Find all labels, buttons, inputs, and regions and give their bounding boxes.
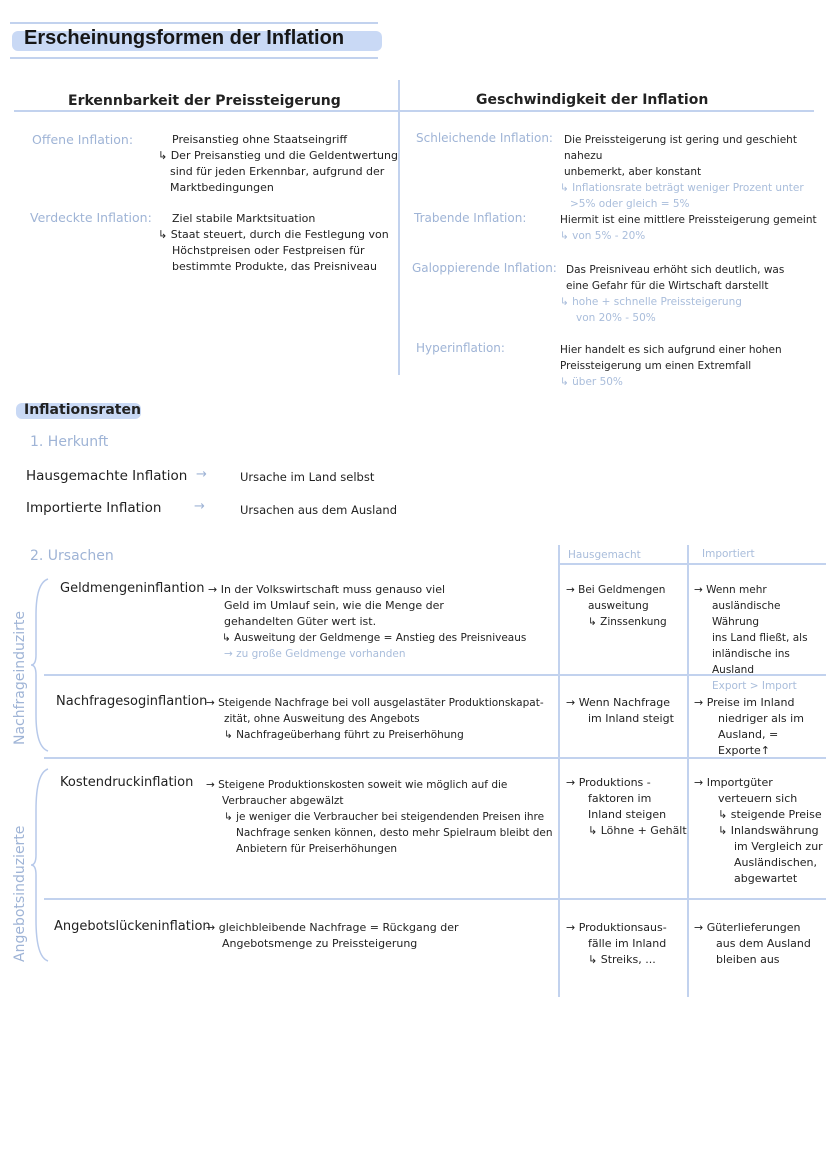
erkennbarkeit-heading: Erkennbarkeit der Preissteigerung — [68, 93, 341, 109]
title-bottom-line — [10, 57, 378, 59]
verdeckte-inflation-label: Verdeckte Inflation: — [30, 210, 152, 225]
geschwindigkeit-heading: Geschwindigkeit der Inflation — [476, 92, 709, 108]
schleichende-inflation-text: Die Preissteigerung ist gering und geschieht nahezu unbemerkt, aber konstant ↳ Inflationsrate beträgt weniger Prozent unter >5% oder gleich = 5% — [560, 134, 804, 210]
geldmengen-hausgemacht: → Bei Geldmengen ausweitung ↳ Zinssenkung — [566, 584, 667, 628]
kostendruck-description: → Steigene Produktionskosten soweit wie möglich auf die Verbraucher abgewälzt ↳ je weniger die Verbraucher bei steigendenden Preisen ihre Nachfrage senken können, desto mehr Spielraum bleibt den Anbietern für Preiserhöhungen — [206, 779, 553, 855]
col-hausgemacht-header: Hausgemacht — [568, 549, 641, 561]
galoppierende-inflation-text: Das Preisniveau erhöht sich deutlich, was eine Gefahr für die Wirtschaft darstellt ↳ hohe + schnelle Preissteigerung von 20% - 50% — [560, 264, 785, 324]
offene-inflation-text: Preisanstieg ohne Staatseingriff ↳ Der Preisanstieg und die Geldentwertung sind für jeden Erkennbar, aufgrund der Marktbedingungen — [158, 133, 398, 194]
col-importiert-header: Importiert — [702, 548, 755, 560]
angebotsluecken-hausgemacht: → Produktionsaus- fälle im Inland ↳ Streiks, ... — [566, 921, 667, 966]
kostendruck-row-title: Kostendruckinflation — [60, 775, 194, 790]
geldmengen-importiert: → Wenn mehr ausländische Währung ins Land fließt, als inländische ins Ausland Export > Import — [694, 584, 808, 692]
geldmengen-description: → In der Volkswirtschaft muss genauso viel Geld im Umlauf sein, wie die Menge der gehandelten Güter wert ist. ↳ Ausweitung der Geldmenge = Anstieg des Preisniveaus → zu große Geldmenge vorhanden — [208, 583, 527, 660]
angebot-group-label: Angebotsinduzierte — [12, 825, 28, 962]
angebotsluecken-importiert: → Güterlieferungen aus dem Ausland bleiben aus — [694, 921, 811, 966]
importiert-arrow: → — [194, 499, 205, 514]
importiert-text: Ursachen aus dem Ausland — [240, 503, 398, 517]
ursachen-label: 2. Ursachen — [30, 548, 114, 564]
hyperinflation-label: Hyperinflation: — [416, 341, 505, 355]
verdeckte-inflation-text: Ziel stabile Marktsituation ↳ Staat steuert, durch die Festlegung von Höchstpreisen oder Festpreisen für bestimmte Produkte, das Preisniveau — [158, 212, 389, 273]
nachfrage-brace — [30, 575, 52, 755]
inflationsraten-heading: Inflationsraten — [24, 402, 141, 418]
galoppierende-inflation-label: Galoppierende Inflation: — [412, 261, 557, 275]
nachfragesog-description: → Steigende Nachfrage bei voll ausgelastäter Produktionskapat- zität, ohne Ausweitung des Angebots ↳ Nachfrageüberhang führt zu Preiserhöhung — [206, 697, 544, 741]
angebotsluecken-description: → gleichbleibende Nachfrage = Rückgang der Angebotsmenge zu Preissteigerung — [206, 921, 459, 950]
offene-inflation-label: Offene Inflation: — [32, 132, 134, 147]
hyperinflation-text: Hier handelt es sich aufgrund einer hohen Preissteigerung um einen Extremfall ↳ über 50% — [560, 344, 782, 388]
table-divider-1 — [558, 545, 560, 997]
nachfragesog-importiert: → Preise im Inland niedriger als im Ausland, = Exporte↑ — [694, 696, 804, 757]
table-header-line — [560, 563, 826, 565]
section1-header-line — [14, 110, 814, 112]
herkunft-label: 1. Herkunft — [30, 434, 109, 450]
trabende-inflation-text: Hiermit ist eine mittlere Preissteigerung gemeint ↳ von 5% - 20% — [560, 214, 817, 242]
kostendruck-hausgemacht: → Produktions - faktoren im Inland steigen ↳ Löhne + Gehält — [566, 776, 687, 837]
schleichende-inflation-label: Schleichende Inflation: — [416, 131, 553, 145]
table-divider-2 — [687, 545, 689, 997]
hausgemachte-inflation-label: Hausgemachte Inflation — [26, 468, 188, 484]
angebot-brace — [30, 765, 52, 965]
trabende-inflation-label: Trabende Inflation: — [414, 211, 527, 225]
nachfragesog-row-title: Nachfragesoginflantion — [56, 694, 208, 709]
importierte-inflation-label: Importierte Inflation — [26, 500, 162, 516]
page-title: Erscheinungsformen der Inflation — [24, 27, 345, 49]
section1-divider — [398, 80, 400, 375]
nachfragesog-hausgemacht: → Wenn Nachfrage im Inland steigt — [566, 696, 674, 725]
row-separator-3 — [44, 898, 826, 900]
kostendruck-importiert: → Importgüter verteuern sich ↳ steigende Preise ↳ Inlandswährung im Vergleich zur Ausländischen, abgewartet — [694, 776, 823, 885]
title-top-line — [10, 22, 378, 24]
angebotsluecken-row-title: Angebotslückeninflation — [54, 919, 211, 934]
geldmengen-row-title: Geldmengeninflantion — [60, 581, 205, 596]
hausgemacht-arrow: → — [196, 467, 207, 482]
hausgemacht-text: Ursache im Land selbst — [240, 470, 375, 484]
nachfrage-group-label: Nachfrageinduzirte — [12, 610, 28, 745]
